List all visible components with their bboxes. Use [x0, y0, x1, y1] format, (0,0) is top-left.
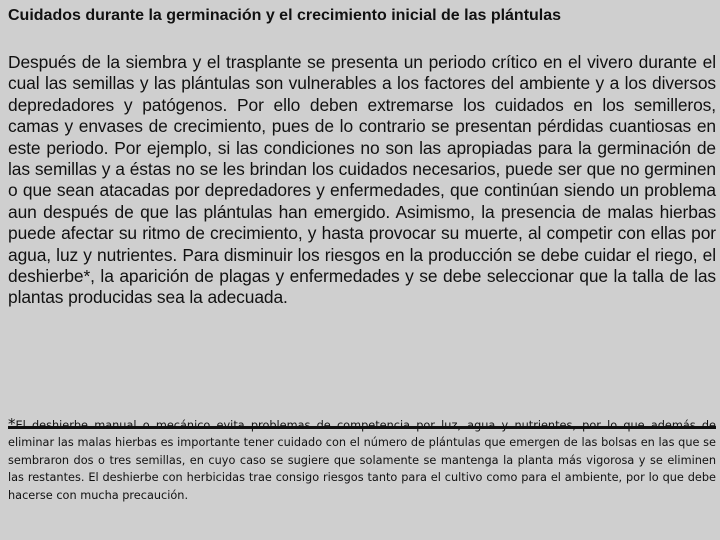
page-title: Cuidados durante la germinación y el crecimiento inicial de las plántulas [8, 7, 562, 24]
body-paragraph: Después de la siembra y el trasplante se presenta un periodo crítico en el vivero durante el cual las semillas y las plántulas son vulnerables a los factores del ambiente y a los diversos depredadores y patógenos. Por ello deben extremarse los cuidados en los semilleros, camas y envases de crecimiento, pues de lo contrario se presentan pérdidas cuantiosas en este periodo. Por ejemplo, si las condiciones no son las apropiadas para la germinación de las semillas y a éstas no se les brindan los cuidados necesarios, puede ser que no germinen o que sean atacadas por depredadores y enfermedades, que continúan siendo un problema aun después de que las plántulas han emergido. Asimismo, la presencia de malas hierbas puede afectar su ritmo de crecimiento, y hasta provocar su muerte, al competir con ellas por agua, luz y nutrientes. Para disminuir los riesgos en la producción se debe cuidar el riego, el deshierbe*, la aparición de plagas y enfermedades y se debe seleccionar que la talla de las plantas producidas sea la adecuada. [8, 52, 716, 308]
footnote-text: El deshierbe manual o mecánico evita problemas de competencia por luz, agua y nutrientes, por lo que además de eliminar las malas hierbas es importante tener cuidado con el número de plántulas que emergen de las bolsas en las que se sembraron dos o tres semillas, en cuyo caso se sugiere que solamente se mantenga la planta más vigorosa y se eliminen las restantes. El deshierbe con herbicidas trae consigo riesgos tanto para el cultivo como para el ambiente, por lo que debe hacerse con mucha precaución. [8, 419, 716, 502]
footnote-marker: * [8, 415, 16, 433]
footnote [8, 416, 716, 504]
